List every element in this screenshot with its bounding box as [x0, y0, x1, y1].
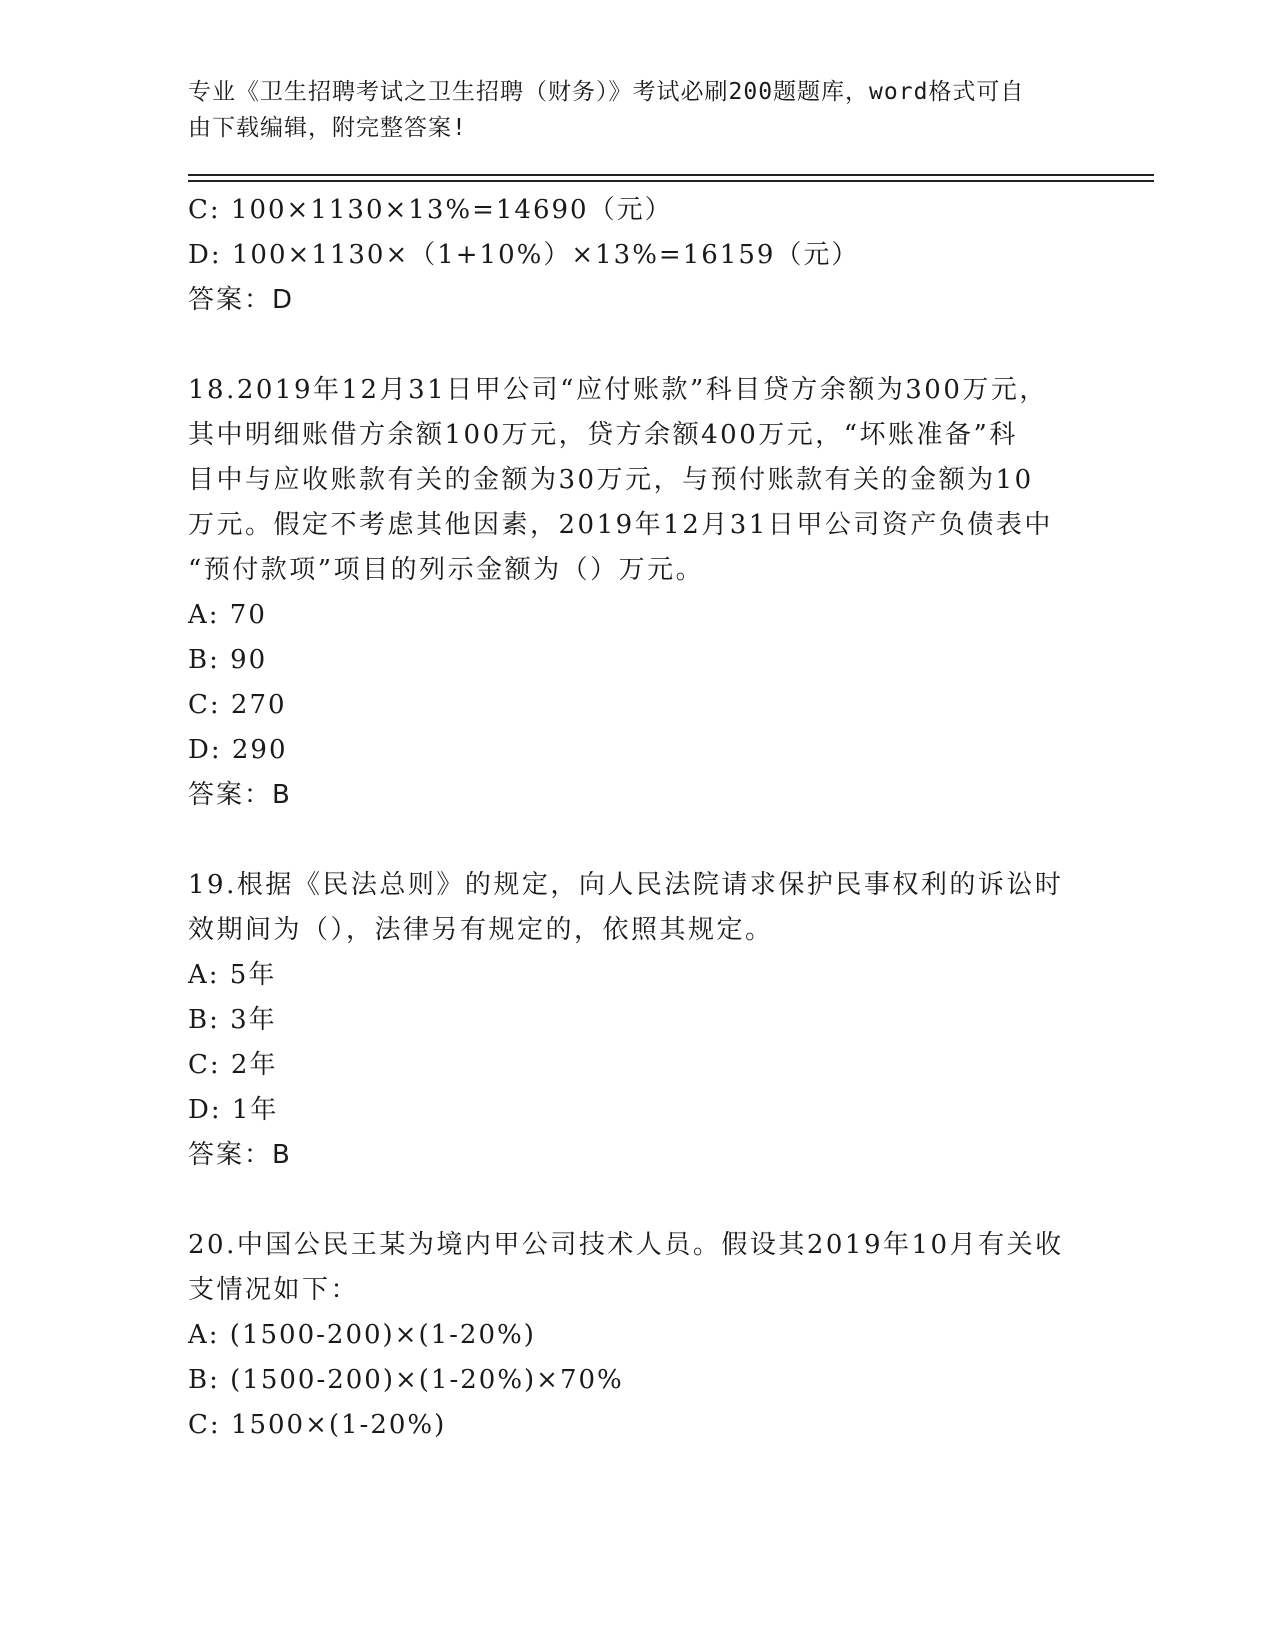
question-stem-line: 18.2019年12月31日甲公司“应付账款”科目贷方余额为300万元， — [188, 375, 1048, 405]
option-b: B: 3年 — [188, 1005, 277, 1035]
question-stem-line: “预付款项”项目的列示金额为（）万元。 — [188, 555, 705, 585]
question-stem-line: 19.根据《民法总则》的规定，向人民法院请求保护民事权利的诉讼时 — [188, 870, 1064, 900]
option-c: C: 2年 — [188, 1050, 278, 1080]
spacer — [188, 323, 1078, 368]
document-header — [188, 74, 1068, 146]
question-stem-line: 20.中国公民王某为境内甲公司技术人员。假设其2019年10月有关收 — [188, 1230, 1064, 1260]
option-d: D: 290 — [188, 735, 288, 765]
option-d: D: 1年 — [188, 1095, 279, 1125]
question-stem-line: 支情况如下： — [188, 1275, 360, 1305]
question-stem-line: 效期间为（），法律另有规定的，依照其规定。 — [188, 915, 774, 945]
option-a: A: (1500-200)×(1-20%) — [188, 1320, 536, 1350]
spacer — [188, 1178, 1078, 1223]
option-a: A: 70 — [188, 600, 267, 630]
option-c: C: 270 — [188, 690, 287, 720]
question-20 — [188, 1223, 1078, 1448]
spacer — [188, 818, 1078, 863]
header-rule-bottom — [188, 180, 1154, 182]
question-19 — [188, 863, 1078, 1178]
question-18 — [188, 368, 1078, 818]
question-stem-line: 万元。假定不考虑其他因素，2019年12月31日甲公司资产负债表中 — [188, 510, 1053, 540]
header-rule-top — [188, 174, 1154, 176]
option-d: D: 100×1130×（1+10%）×13%=16159（元） — [188, 240, 860, 270]
answer-line: 答案：B — [188, 1140, 292, 1170]
option-b: B: 90 — [188, 645, 268, 675]
option-a: A: 5年 — [188, 960, 277, 990]
question-stem-line: 目中与应收账款有关的金额为30万元，与预付账款有关的金额为10 — [188, 465, 1034, 495]
answer-line: 答案：D — [188, 285, 295, 315]
option-b: B: (1500-200)×(1-20%)×70% — [188, 1365, 624, 1395]
document-body — [188, 188, 1078, 1448]
header-line-2: 由下载编辑，附完整答案! — [188, 115, 467, 141]
question-stem-line: 其中明细账借方余额100万元，贷方余额400万元，“坏账准备”科 — [188, 420, 1018, 450]
option-c: C: 1500×(1-20%) — [188, 1410, 447, 1440]
header-line-1: 专业《卫生招聘考试之卫生招聘（财务）》考试必刷200题题库，word格式可自 — [188, 79, 1025, 105]
answer-line: 答案：B — [188, 780, 292, 810]
option-c: C: 100×1130×13%=14690（元） — [188, 195, 673, 225]
